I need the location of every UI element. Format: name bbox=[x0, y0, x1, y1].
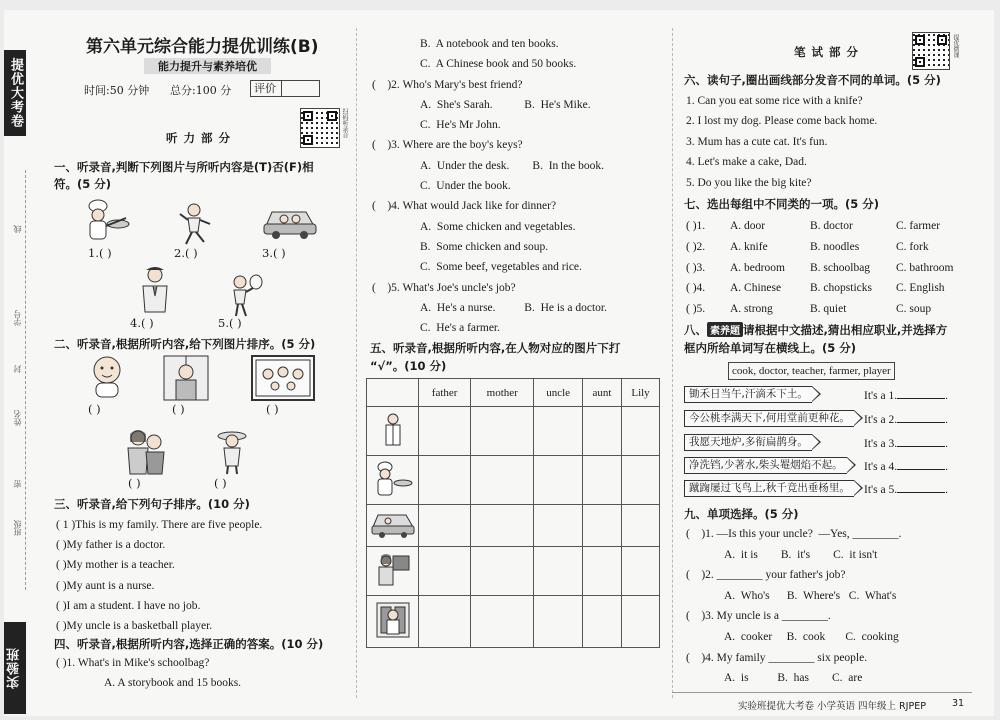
q5-pic-girl-at-door bbox=[367, 596, 419, 648]
q4-option: A. Some chicken and vegetables. bbox=[420, 220, 576, 233]
couple-picture bbox=[124, 428, 168, 476]
q7-option-c: C. English bbox=[896, 282, 945, 295]
q3-text-6: My uncle is a basketball player. bbox=[66, 620, 213, 633]
q5-header-row bbox=[367, 379, 660, 407]
binding-mark-xian: 线 bbox=[13, 225, 22, 233]
family-photo-picture bbox=[250, 354, 316, 402]
q7-option-a: A. Chinese bbox=[730, 282, 782, 295]
q7-option-c: C. bathroom bbox=[896, 261, 954, 274]
q4-option: C. Some beef, vegetables and rice. bbox=[420, 261, 582, 274]
q2-title: 二、听录音,根据所听内容,给下列图片排序。(5 分) bbox=[54, 337, 316, 351]
q5-row-2 bbox=[367, 456, 660, 505]
q7-item-4 bbox=[686, 278, 945, 299]
q5-pic-car bbox=[367, 505, 419, 547]
q8-answer-num: 5. bbox=[888, 484, 898, 496]
q9-option: A. Who's B. Where's C. What's bbox=[724, 589, 897, 602]
time-label: 时间:50 分钟 bbox=[84, 84, 150, 97]
page-title: 第六单元综合能力提优训练(B) bbox=[86, 37, 319, 57]
q1-title-cont: 符。(5 分) bbox=[54, 177, 112, 191]
chef-picture bbox=[82, 198, 132, 244]
field-student-no: 学号 bbox=[13, 310, 22, 326]
q9-title: 九、单项选择。(5 分) bbox=[684, 507, 799, 521]
q8-answer-3[interactable]: It's a 3. . bbox=[864, 438, 948, 450]
q5-pic-doctor bbox=[367, 407, 419, 456]
q5-cell[interactable] bbox=[419, 547, 471, 596]
q5-cell[interactable] bbox=[419, 456, 471, 505]
q3-mark-5[interactable]: ( ) bbox=[56, 599, 67, 612]
q5-cell[interactable] bbox=[534, 596, 583, 648]
q7-list bbox=[686, 216, 954, 320]
score-label: 总分:100 分 bbox=[170, 84, 232, 97]
writing-section-title: 笔 试 部 分 bbox=[794, 45, 860, 59]
q7-item-1 bbox=[686, 216, 941, 237]
q2-blank-3[interactable]: ( ) bbox=[266, 402, 279, 416]
q3-mark-3[interactable]: ( ) bbox=[56, 559, 67, 572]
q3-item-4 bbox=[56, 576, 262, 596]
q4-title: 四、听录音,根据所听内容,选择正确的答案。(10 分) bbox=[54, 637, 324, 651]
q3-item-5 bbox=[56, 596, 262, 616]
q8-answer-blank[interactable] bbox=[897, 459, 945, 470]
q4-option: B. A notebook and ten books. bbox=[420, 38, 559, 50]
q7-option-a: A. door bbox=[730, 220, 766, 232]
q6-item-1: 1. Can you eat some rice with a knife? bbox=[686, 95, 863, 107]
q2-blank-5[interactable]: ( ) bbox=[214, 476, 227, 490]
q3-item-3 bbox=[56, 555, 262, 575]
q5-title-cont: “√”。(10 分) bbox=[370, 359, 447, 373]
q8-answer-blank[interactable] bbox=[897, 482, 945, 493]
q8-clue-5: 蹴踘屡过飞鸟上,秋千竞出垂杨里。 bbox=[684, 480, 854, 497]
q8-title bbox=[684, 322, 947, 338]
q4-question[interactable]: ( )2. Who's Mary's best friend? bbox=[372, 78, 523, 91]
q3-mark-2[interactable]: ( ) bbox=[56, 539, 67, 552]
q5-row-4 bbox=[367, 547, 660, 596]
q4-option: C. Under the book. bbox=[420, 180, 511, 193]
man-in-suit-picture bbox=[138, 266, 172, 318]
field-class: 班级 bbox=[13, 520, 22, 536]
q5-cell[interactable] bbox=[419, 407, 471, 456]
q5-header-aunt: aunt bbox=[582, 379, 621, 407]
q5-cell[interactable] bbox=[582, 547, 621, 596]
q5-cell[interactable] bbox=[622, 596, 660, 648]
q6-item-2: 2. I lost my dog. Please come back home. bbox=[686, 115, 878, 127]
car-picture bbox=[262, 202, 318, 240]
woman-at-window-picture bbox=[162, 354, 210, 404]
q5-cell[interactable] bbox=[534, 547, 583, 596]
q4-question-1: ( )1. What's in Mike's schoolbag? bbox=[56, 657, 210, 669]
brand-badge-bottom: 实验班 bbox=[4, 622, 26, 714]
q7-num[interactable]: ( )1. bbox=[686, 220, 706, 232]
q8-answer-blank[interactable] bbox=[897, 436, 945, 447]
q8-answer-prefix: It's a bbox=[864, 414, 889, 426]
q7-option-a: A. strong bbox=[730, 303, 773, 316]
q8-answer-num: 3. bbox=[888, 438, 898, 450]
q4-option: A. Under the desk. B. In the book. bbox=[420, 159, 604, 172]
qr-code-listening[interactable] bbox=[300, 108, 340, 148]
q5-title: 五、听录音,根据所听内容,在人物对应的图片下打 bbox=[370, 341, 621, 355]
page-subtitle: 能力提升与素养培优 bbox=[144, 58, 271, 74]
q7-option-a: A. bedroom bbox=[730, 261, 785, 274]
chef-icon bbox=[373, 461, 413, 497]
q5-cell[interactable] bbox=[534, 456, 583, 505]
q7-option-a: A. knife bbox=[730, 240, 768, 253]
q3-mark-1[interactable]: ( 1 ) bbox=[56, 519, 76, 531]
q8-title-cont: 框内所给单词写在横线上。(5 分) bbox=[684, 341, 857, 355]
q5-cell[interactable] bbox=[582, 596, 621, 648]
q5-corner-cell bbox=[367, 379, 419, 407]
q5-header-father: father bbox=[419, 379, 471, 407]
q8-clue-3: 我愿天地炉,多衔扁鹊身。 bbox=[684, 434, 812, 451]
q4-option-1a: A. A storybook and 15 books. bbox=[104, 677, 242, 689]
q6-item-4: 4. Let's make a cake, Dad. bbox=[686, 156, 807, 168]
q9-question[interactable]: ( )4. My family ________ six people. bbox=[686, 651, 868, 664]
q8-answer-blank[interactable] bbox=[897, 412, 945, 423]
q4-question[interactable]: ( )4. What would Jack like for dinner? bbox=[372, 200, 557, 213]
q5-header-uncle: uncle bbox=[534, 379, 583, 407]
farmer-picture bbox=[214, 428, 250, 476]
q5-cell[interactable] bbox=[582, 456, 621, 505]
q5-cell[interactable] bbox=[622, 407, 660, 456]
doctor-icon bbox=[380, 412, 406, 448]
q1-blank-4[interactable]: 4.( ) bbox=[130, 316, 154, 330]
q8-word-box: cook, doctor, teacher, farmer, player bbox=[728, 362, 895, 380]
q5-cell[interactable] bbox=[582, 407, 621, 456]
q8-answer-prefix: It's a bbox=[864, 438, 889, 450]
q8-answer-num: 4. bbox=[888, 461, 898, 473]
q8-answer-4[interactable]: It's a 4. . bbox=[864, 461, 948, 473]
q9-option: A. is B. has C. are bbox=[724, 672, 863, 685]
q1-blank-5[interactable]: 5.( ) bbox=[218, 316, 242, 330]
q8-title-text: 请根据中文描述,猜出相应职业,并选择方 bbox=[743, 323, 948, 337]
q8-answer-num: 1. bbox=[888, 390, 898, 402]
q5-row-5 bbox=[367, 596, 660, 648]
q5-cell[interactable] bbox=[534, 407, 583, 456]
q8-answer-blank[interactable] bbox=[897, 388, 945, 399]
q4-continued bbox=[372, 34, 607, 338]
q9-question[interactable]: ( )1. —Is this your uncle? —Yes, ________. bbox=[686, 528, 902, 540]
q5-cell[interactable] bbox=[534, 505, 583, 547]
evaluation-label: 评价 bbox=[254, 82, 276, 95]
literacy-badge: 素养题 bbox=[707, 322, 743, 337]
q7-option-b: B. noodles bbox=[810, 240, 860, 253]
q4-option: C. He's a farmer. bbox=[420, 322, 500, 335]
q5-row-3 bbox=[367, 505, 660, 547]
q2-blank-1[interactable]: ( ) bbox=[88, 402, 101, 416]
q9-list bbox=[686, 524, 901, 689]
q8-clue-2: 今公桃李满天下,何用堂前更种花。 bbox=[684, 410, 854, 427]
q7-option-c: C. farmer bbox=[896, 220, 941, 232]
q7-option-b: B. chopsticks bbox=[810, 282, 872, 295]
q8-answer-1[interactable]: It's a 1. . bbox=[864, 390, 948, 402]
baby-picture bbox=[84, 354, 130, 400]
qr-listening-label: 扫码听录音 bbox=[341, 108, 348, 138]
brand-badge-top: 提优大考卷 bbox=[4, 50, 26, 136]
q6-item-3: 3. Mum has a cute cat. It's fun. bbox=[686, 136, 828, 148]
q3-title: 三、听录音,给下列句子排序。(10 分) bbox=[54, 497, 250, 511]
qr-micro-lesson-label: 提优微课 bbox=[952, 34, 959, 58]
girl-at-door-icon bbox=[373, 601, 413, 639]
q3-text-5: I am a student. I have no job. bbox=[66, 599, 201, 612]
q5-cell[interactable] bbox=[471, 456, 534, 505]
binding-mark-mi: 密 bbox=[13, 480, 22, 488]
q5-cell[interactable] bbox=[419, 596, 471, 648]
q7-option-c: C. fork bbox=[896, 240, 929, 253]
q5-cell[interactable] bbox=[622, 456, 660, 505]
teacher-icon bbox=[373, 552, 413, 588]
q2-blank-2[interactable]: ( ) bbox=[172, 402, 185, 416]
listening-section-title: 听 力 部 分 bbox=[166, 131, 232, 145]
q1-blank-2[interactable]: 2.( ) bbox=[174, 246, 198, 260]
q8-answer-2[interactable]: It's a 2. . bbox=[864, 414, 948, 426]
binding-line bbox=[25, 170, 26, 590]
field-name: 姓名 bbox=[13, 410, 22, 426]
q4-option: A. He's a nurse. B. He is a doctor. bbox=[420, 301, 607, 314]
q3-item-1 bbox=[56, 515, 262, 535]
q7-option-b: B. schoolbag bbox=[810, 261, 871, 274]
binding-mark-feng: 封 bbox=[13, 365, 22, 373]
column-divider-2 bbox=[672, 28, 673, 698]
q5-header-lily: Lily bbox=[622, 379, 660, 407]
q7-option-b: B. quiet bbox=[810, 303, 847, 316]
column-divider-1 bbox=[356, 28, 357, 698]
q5-row-1 bbox=[367, 407, 660, 456]
footer-rule bbox=[672, 692, 972, 693]
q9-question[interactable]: ( )2. ________ your father's job? bbox=[686, 569, 846, 582]
q7-num[interactable]: ( )3. bbox=[686, 261, 706, 274]
q3-text-3: My mother is a teacher. bbox=[66, 559, 175, 572]
q4-option: C. He's Mr John. bbox=[420, 119, 501, 132]
q7-num[interactable]: ( )5. bbox=[686, 303, 706, 316]
q1-blank-1[interactable]: 1.( ) bbox=[88, 246, 112, 260]
q8-prefix: 八、 bbox=[684, 323, 707, 337]
tennis-player-picture bbox=[226, 272, 266, 318]
q5-cell[interactable] bbox=[582, 505, 621, 547]
q3-text-2: My father is a doctor. bbox=[66, 539, 166, 552]
q5-cell[interactable] bbox=[622, 505, 660, 547]
q8-answer-prefix: It's a bbox=[864, 461, 889, 473]
q5-header-mother: mother bbox=[471, 379, 534, 407]
q7-item-2 bbox=[686, 237, 929, 258]
q4-option: A. She's Sarah. B. He's Mike. bbox=[420, 98, 591, 111]
q5-grid-table bbox=[366, 378, 660, 648]
q3-mark-4[interactable]: ( ) bbox=[56, 579, 67, 592]
q3-item-2 bbox=[56, 535, 262, 555]
q8-clue-4: 净洗铛,少著水,柴头罨烟焰不起。 bbox=[684, 457, 847, 474]
q7-item-5 bbox=[686, 299, 932, 320]
q3-list bbox=[56, 515, 262, 636]
q3-mark-6[interactable]: ( ) bbox=[56, 620, 67, 633]
q6-item-5: 5. Do you like the big kite? bbox=[686, 177, 812, 189]
q6-title: 六、读句子,圈出画线部分发音不同的单词。(5 分) bbox=[684, 73, 941, 87]
car-icon bbox=[370, 509, 416, 539]
q5-cell[interactable] bbox=[471, 547, 534, 596]
q7-num[interactable]: ( )4. bbox=[686, 282, 706, 295]
q5-pic-teacher bbox=[367, 547, 419, 596]
q8-answer-prefix: It's a bbox=[864, 484, 889, 496]
exam-page bbox=[4, 10, 994, 716]
q4-option: B. Some chicken and soup. bbox=[420, 240, 549, 253]
q9-option: A. cooker B. cook C. cooking bbox=[724, 630, 899, 643]
q5-pic-chef bbox=[367, 456, 419, 505]
q8-clue-1: 锄禾日当午,汗滴禾下土。 bbox=[684, 386, 812, 403]
q5-cell[interactable] bbox=[471, 407, 534, 456]
swimmer-picture bbox=[178, 202, 218, 246]
q4-option: C. A Chinese book and 50 books. bbox=[420, 58, 577, 71]
q4-question[interactable]: ( )3. Where are the boy's keys? bbox=[372, 139, 523, 152]
q5-cell[interactable] bbox=[471, 596, 534, 648]
qr-code-micro-lesson[interactable] bbox=[912, 32, 950, 70]
evaluation-box[interactable] bbox=[250, 80, 320, 97]
q7-title: 七、选出每组中不同类的一项。(5 分) bbox=[684, 197, 880, 211]
q7-option-b: B. doctor bbox=[810, 220, 853, 232]
q1-title: 一、听录音,判断下列图片与所听内容是(T)否(F)相 bbox=[54, 160, 314, 174]
q5-cell[interactable] bbox=[419, 505, 471, 547]
q3-item-6 bbox=[56, 616, 262, 636]
q2-blank-4[interactable]: ( ) bbox=[128, 476, 141, 490]
q8-answer-prefix: It's a bbox=[864, 390, 889, 402]
footer-text: 实验班提优大考卷 小学英语 四年级上 RJPEP bbox=[738, 701, 926, 712]
q5-cell[interactable] bbox=[622, 547, 660, 596]
q3-text-1: This is my family. There are five people. bbox=[75, 519, 263, 531]
q9-question[interactable]: ( )3. My uncle is a ________. bbox=[686, 610, 831, 623]
page-number: 31 bbox=[952, 698, 965, 709]
q7-item-3 bbox=[686, 258, 954, 279]
q3-text-4: My aunt is a nurse. bbox=[66, 579, 155, 592]
q5-cell[interactable] bbox=[471, 505, 534, 547]
q8-answer-num: 2. bbox=[888, 414, 898, 426]
q1-blank-3[interactable]: 3.( ) bbox=[262, 246, 286, 260]
q9-option: A. it is B. it's C. it isn't bbox=[724, 548, 878, 561]
q4-question[interactable]: ( )5. What's Joe's uncle's job? bbox=[372, 281, 516, 294]
q8-answer-5[interactable]: It's a 5. . bbox=[864, 484, 948, 496]
q7-option-c: C. soup bbox=[896, 303, 932, 316]
q7-num[interactable]: ( )2. bbox=[686, 240, 706, 253]
